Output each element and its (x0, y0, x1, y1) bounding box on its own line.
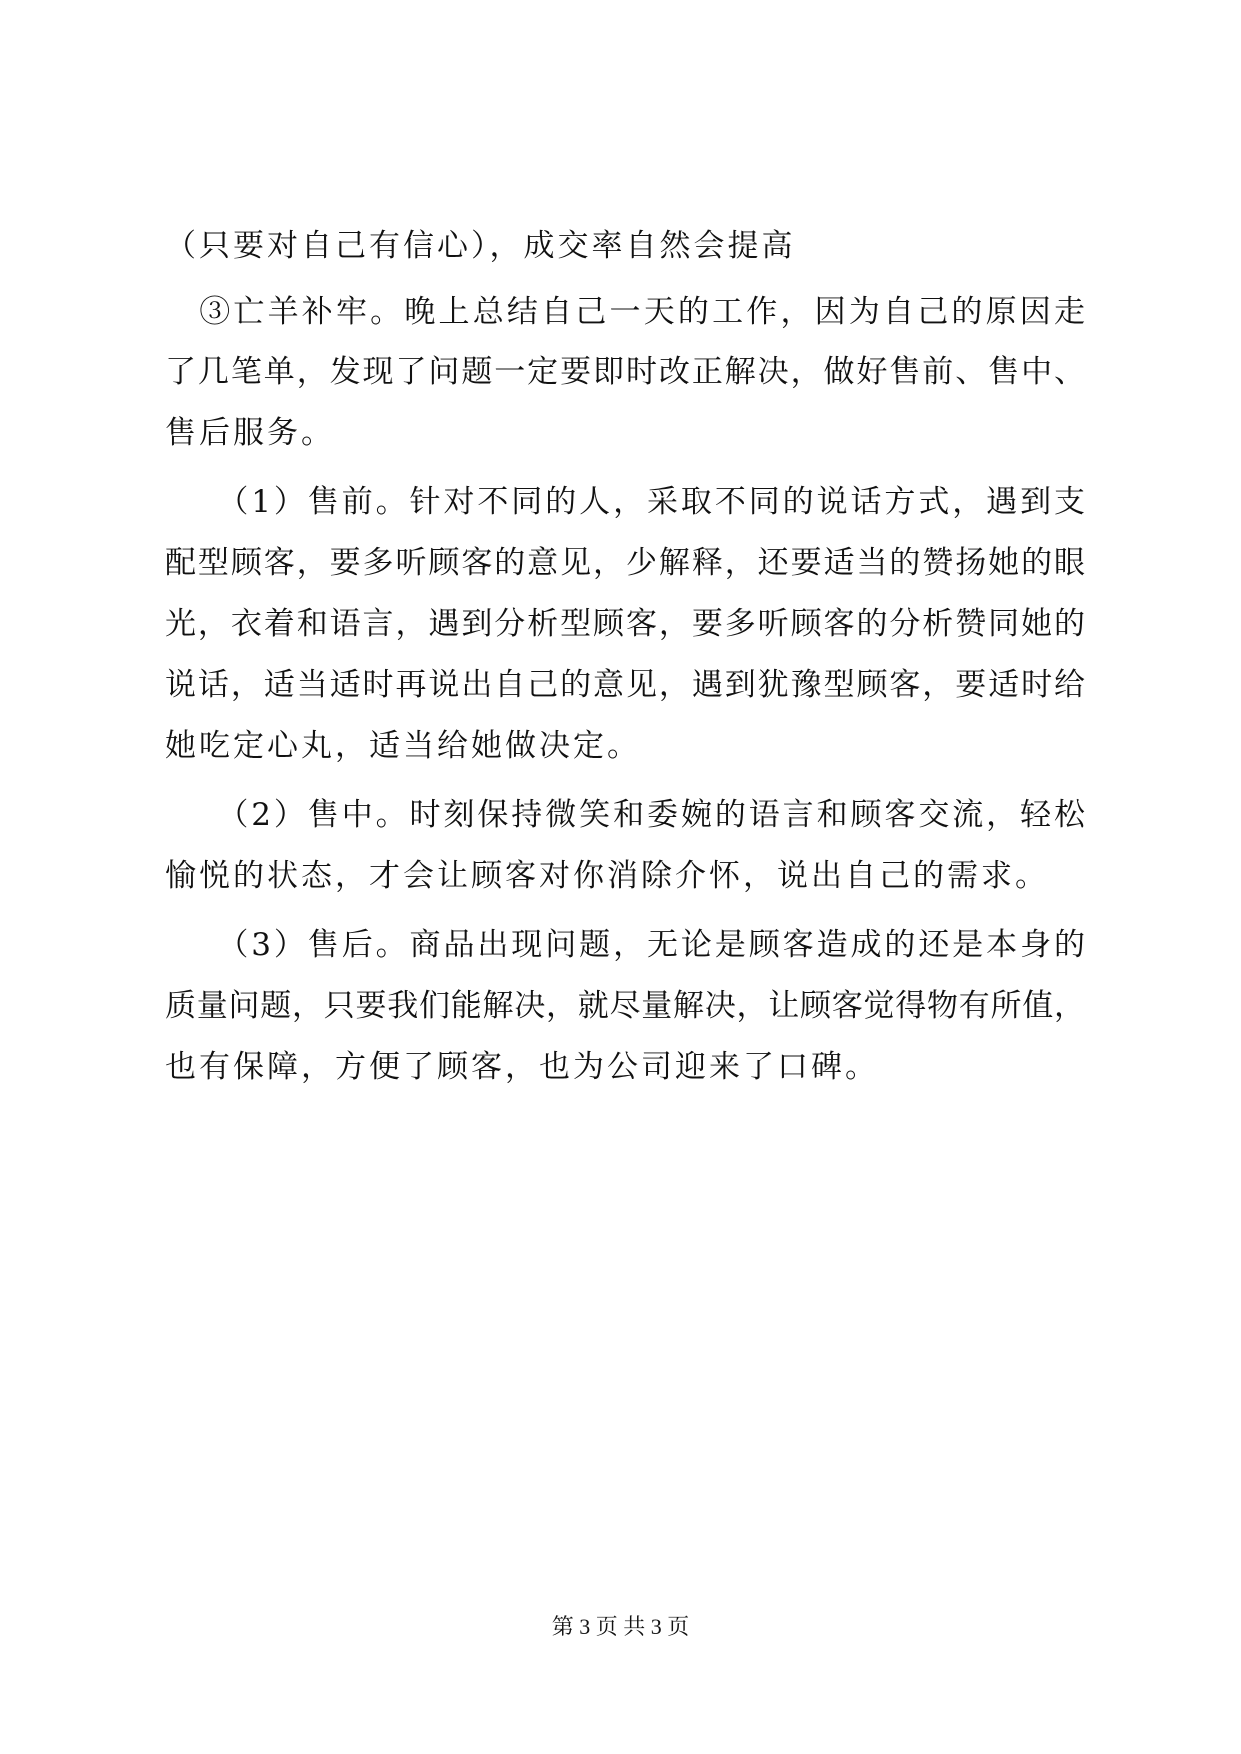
text-line: 配型顾客，要多听顾客的意见，少解释，还要适当的赞扬她的眼 (165, 545, 1085, 581)
text-line: 愉悦的状态，才会让顾客对你消除介怀，说出自己的需求。 (165, 858, 1049, 894)
text-line: 说话，适当适时再说出自己的意见，遇到犹豫型顾客，要适时给 (165, 667, 1085, 703)
text-line: 也有保障，方便了顾客，也为公司迎来了口碑。 (165, 1049, 879, 1085)
text-line: 光，衣着和语言，遇到分析型顾客，要多听顾客的分析赞同她的 (165, 606, 1085, 642)
text-line: 质量问题，只要我们能解决，就尽量解决，让顾客觉得物有所值， (165, 988, 1085, 1024)
text-line: ③亡羊补牢。晚上总结自己一天的工作，因为自己的原因走 (165, 294, 1085, 330)
text-line: 了几笔单，发现了问题一定要即时改正解决，做好售前、售中、 (165, 354, 1085, 390)
page-number-footer: 第 3 页 共 3 页 (551, 1614, 690, 1639)
text-line: 售后服务。 (165, 415, 335, 451)
text-line: （1）售前。针对不同的人，采取不同的说话方式，遇到支 (165, 484, 1085, 520)
text-line: （3）售后。商品出现问题，无论是顾客造成的还是本身的 (165, 927, 1085, 963)
text-line: （只要对自己有信心），成交率自然会提高 (165, 228, 796, 264)
text-line: 她吃定心丸，适当给她做决定。 (165, 728, 641, 764)
text-line: （2）售中。时刻保持微笑和委婉的语言和顾客交流，轻松 (165, 797, 1085, 833)
